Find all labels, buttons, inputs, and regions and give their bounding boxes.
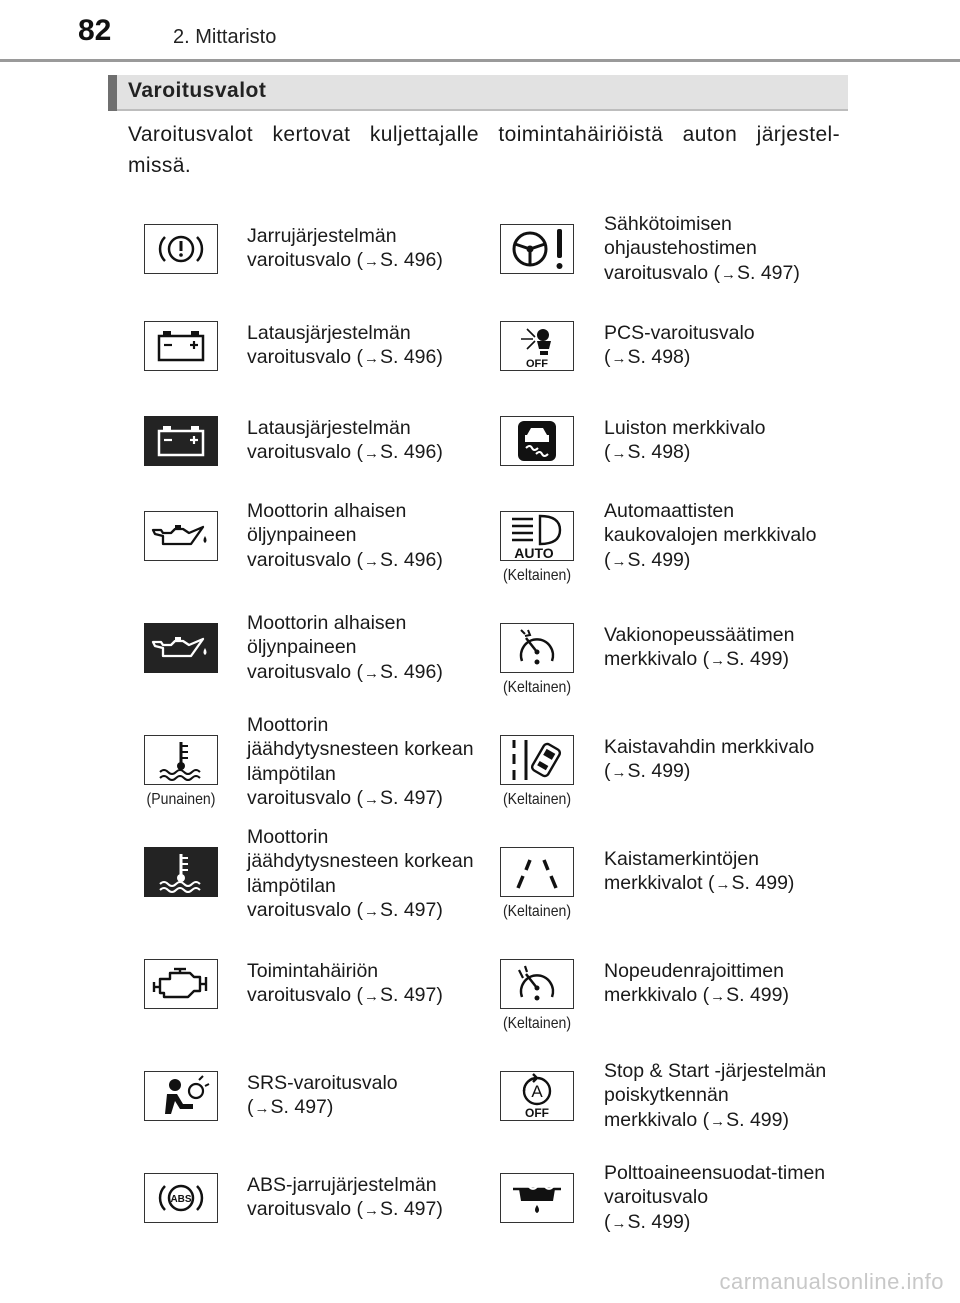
- page-reference: [604, 549, 690, 571]
- description-title: Toimintahäiriön: [247, 960, 379, 982]
- auto-high-beam-icon: [500, 511, 574, 561]
- description-title: Nopeudenrajoittimen: [604, 960, 784, 982]
- reference-page: 499: [651, 760, 684, 783]
- page-reference: [247, 249, 443, 271]
- reference-page: 496: [403, 660, 437, 683]
- reference-lead: varoitusvalo (: [247, 441, 363, 464]
- reference-suffix: ): [683, 760, 691, 783]
- engine-check-icon: [144, 959, 218, 1009]
- light-description: [247, 713, 477, 812]
- page-reference: [604, 441, 690, 463]
- reference-page: 498: [651, 441, 684, 464]
- reference-page: 499: [651, 548, 684, 571]
- reference-suffix: ): [436, 984, 443, 1007]
- reference-page: 496: [403, 346, 437, 369]
- reference-prefix: S.: [627, 760, 652, 783]
- arrow-icon: →: [710, 988, 726, 1006]
- page-reference: [247, 787, 443, 809]
- reference-suffix: ): [683, 1210, 691, 1233]
- oil-pressure-icon: [144, 511, 218, 561]
- description-title: Polttoaineensuodat-timen varoitusvalo: [604, 1162, 826, 1209]
- lane-markers-icon: [500, 847, 574, 897]
- reference-suffix: ): [436, 660, 443, 683]
- watermark: carmanualsonline.info: [719, 1269, 944, 1294]
- reference-page: 497: [403, 786, 437, 809]
- icon-text: ABS: [170, 1194, 192, 1205]
- reference-page: 497: [403, 984, 437, 1007]
- description-title: Sähkötoimisen ohjaustehostimen: [604, 213, 757, 260]
- reference-page: 499: [749, 648, 783, 671]
- light-description: [604, 499, 839, 574]
- abs-icon: [144, 1173, 218, 1223]
- reference-suffix: ): [436, 1198, 443, 1221]
- reference-prefix: S.: [379, 984, 404, 1007]
- reference-suffix: ): [683, 548, 691, 571]
- reference-page: 498: [651, 346, 684, 369]
- reference-suffix: ): [782, 1108, 789, 1131]
- reference-prefix: S.: [379, 548, 404, 571]
- arrow-icon: →: [363, 790, 379, 808]
- lane-change-icon: [500, 735, 574, 785]
- reference-lead: varoitusvalo (: [247, 786, 363, 809]
- coolant-temperature-icon: [144, 735, 218, 785]
- reference-suffix: ): [326, 1096, 334, 1119]
- reference-suffix: ): [793, 261, 800, 284]
- reference-lead: merkkivalo (: [604, 984, 710, 1007]
- reference-lead: varoitusvalo (: [247, 249, 363, 272]
- reference-suffix: ): [782, 648, 789, 671]
- pcs-off-icon: [500, 321, 574, 371]
- reference-prefix: S.: [379, 249, 404, 272]
- color-caption: (Keltainen): [502, 567, 572, 584]
- reference-lead: (: [604, 346, 611, 369]
- light-description: [247, 959, 477, 1010]
- battery-icon: [144, 416, 218, 466]
- page-number: 82: [78, 14, 112, 47]
- arrow-icon: →: [363, 664, 379, 682]
- light-description: [247, 224, 477, 275]
- arrow-icon: →: [254, 1100, 270, 1118]
- slip-indicator-icon: [500, 416, 574, 466]
- chapter-title: 2. Mittaristo: [173, 26, 277, 48]
- reference-lead: merkkivalot (: [604, 872, 715, 895]
- reference-suffix: ): [436, 548, 443, 571]
- reference-prefix: S.: [726, 984, 750, 1007]
- color-caption: (Keltainen): [502, 679, 572, 696]
- reference-suffix: ): [683, 441, 691, 464]
- light-description: [247, 611, 477, 686]
- reference-suffix: ): [436, 441, 443, 464]
- light-description: [604, 1161, 839, 1236]
- description-title: Kaistavahdin merkkivalo: [604, 736, 815, 758]
- page-reference: [247, 661, 443, 683]
- reference-prefix: S.: [379, 786, 404, 809]
- reference-page: 496: [403, 441, 437, 464]
- light-description: [604, 847, 839, 898]
- color-caption: (Punainen): [146, 791, 216, 808]
- arrow-icon: →: [611, 552, 627, 570]
- arrow-icon: →: [710, 1112, 726, 1130]
- reference-prefix: S.: [736, 261, 761, 284]
- arrow-icon: →: [611, 445, 627, 463]
- reference-prefix: S.: [731, 872, 756, 895]
- description-title: Moottorin jäähdytysnesteen korkean lämpötilan: [247, 826, 474, 897]
- power-steering-icon: [500, 224, 574, 274]
- reference-suffix: ): [436, 346, 443, 369]
- description-title: Latausjärjestelmän: [247, 322, 411, 344]
- light-description: [604, 321, 839, 372]
- light-description: [247, 499, 477, 574]
- reference-page: 497: [294, 1096, 327, 1119]
- page-reference: [604, 872, 794, 894]
- reference-prefix: S.: [379, 1198, 404, 1221]
- airbag-icon: [144, 1071, 218, 1121]
- reference-suffix: ): [787, 872, 795, 895]
- reference-prefix: S.: [627, 346, 652, 369]
- reference-prefix: S.: [379, 898, 404, 921]
- reference-suffix: ): [436, 249, 443, 272]
- reference-page: 496: [403, 548, 437, 571]
- light-description: [604, 1059, 839, 1134]
- reference-page: 499: [749, 984, 783, 1007]
- page-reference: [247, 899, 443, 921]
- oil-pressure-icon: [144, 623, 218, 673]
- page-reference: [604, 760, 690, 782]
- icon-text: AUTO: [514, 545, 554, 560]
- reference-prefix: S.: [627, 548, 652, 571]
- reference-page: 497: [403, 1198, 437, 1221]
- reference-lead: (: [604, 441, 611, 464]
- arrow-icon: →: [363, 552, 379, 570]
- reference-page: 497: [403, 898, 437, 921]
- page-reference: [604, 1109, 789, 1131]
- reference-prefix: S.: [726, 1108, 750, 1131]
- reference-lead: (: [604, 1210, 611, 1233]
- light-description: [247, 825, 477, 924]
- description-title: Jarrujärjestelmän: [247, 225, 397, 247]
- icon-text: OFF: [526, 358, 548, 369]
- page-reference: [247, 1096, 333, 1118]
- reference-lead: varoitusvalo (: [604, 261, 720, 284]
- reference-lead: (: [247, 1096, 254, 1119]
- arrow-icon: →: [363, 988, 379, 1006]
- reference-prefix: S.: [726, 648, 750, 671]
- arrow-icon: →: [720, 265, 736, 283]
- reference-page: 496: [403, 249, 437, 272]
- reference-lead: varoitusvalo (: [247, 548, 363, 571]
- arrow-icon: →: [363, 350, 379, 368]
- page-reference: [604, 346, 690, 368]
- reference-page: 499: [755, 872, 788, 895]
- arrow-icon: →: [611, 350, 627, 368]
- page-reference: [604, 984, 789, 1006]
- reference-lead: merkkivalo (: [604, 648, 710, 671]
- color-caption: (Keltainen): [502, 1015, 572, 1032]
- description-title: Vakionopeussäätimen: [604, 624, 795, 646]
- reference-lead: varoitusvalo (: [247, 1198, 363, 1221]
- page-reference: [247, 346, 443, 368]
- stop-start-off-icon: [500, 1071, 574, 1121]
- reference-prefix: S.: [379, 660, 404, 683]
- description-title: Moottorin alhaisen öljynpaineen: [247, 500, 407, 547]
- page-reference: [247, 441, 443, 463]
- arrow-icon: →: [715, 876, 731, 894]
- reference-lead: varoitusvalo (: [247, 346, 363, 369]
- description-title: Moottorin jäähdytysnesteen korkean lämpötilan: [247, 714, 474, 785]
- arrow-icon: →: [710, 652, 726, 670]
- arrow-icon: →: [363, 1202, 379, 1220]
- light-description: [604, 212, 839, 287]
- reference-lead: (: [604, 760, 611, 783]
- light-description: [604, 416, 839, 467]
- cruise-control-icon: [500, 623, 574, 673]
- page-reference: [247, 984, 443, 1006]
- reference-prefix: S.: [627, 1210, 652, 1233]
- reference-lead: (: [604, 548, 611, 571]
- battery-icon: [144, 321, 218, 371]
- arrow-icon: →: [363, 445, 379, 463]
- reference-prefix: S.: [627, 441, 652, 464]
- page-reference: [604, 1211, 690, 1233]
- light-description: [247, 416, 477, 467]
- description-title: Luiston merkkivalo: [604, 417, 766, 439]
- light-description: [604, 959, 839, 1010]
- light-description: [604, 735, 839, 786]
- color-caption: (Keltainen): [502, 791, 572, 808]
- page-reference: [604, 648, 789, 670]
- arrow-icon: →: [611, 1214, 627, 1232]
- reference-suffix: ): [683, 346, 691, 369]
- arrow-icon: →: [363, 902, 379, 920]
- icon-text: A: [531, 1082, 543, 1101]
- description-title: Latausjärjestelmän: [247, 417, 411, 439]
- reference-lead: varoitusvalo (: [247, 984, 363, 1007]
- page-reference: [247, 549, 443, 571]
- reference-prefix: S.: [270, 1096, 295, 1119]
- speed-limiter-icon: [500, 959, 574, 1009]
- reference-lead: merkkivalo (: [604, 1108, 710, 1131]
- reference-prefix: S.: [379, 346, 404, 369]
- reference-suffix: ): [782, 984, 789, 1007]
- reference-lead: varoitusvalo (: [247, 660, 363, 683]
- description-title: ABS-jarrujärjestelmän: [247, 1174, 437, 1196]
- reference-page: 497: [760, 261, 794, 284]
- coolant-temperature-icon: [144, 847, 218, 897]
- intro-paragraph: Varoitusvalot kertovat kuljettajalle toimintahäiriöistä auton järjestel-missä.: [128, 123, 840, 177]
- section-title: Varoitusvalot: [128, 79, 267, 102]
- light-description: [247, 1071, 477, 1122]
- reference-suffix: ): [436, 898, 443, 921]
- reference-lead: varoitusvalo (: [247, 898, 363, 921]
- light-description: [247, 1173, 477, 1224]
- reference-prefix: S.: [379, 441, 404, 464]
- arrow-icon: →: [363, 253, 379, 271]
- description-title: PCS-varoitusvalo: [604, 322, 755, 344]
- icon-text: OFF: [525, 1106, 549, 1119]
- description-title: Kaistamerkintöjen: [604, 848, 759, 870]
- page-reference: [604, 262, 800, 284]
- reference-page: 499: [749, 1108, 783, 1131]
- light-description: [604, 623, 839, 674]
- reference-page: 499: [651, 1210, 684, 1233]
- light-description: [247, 321, 477, 372]
- description-title: Automaattisten kaukovalojen merkkivalo: [604, 500, 817, 547]
- color-caption: (Keltainen): [502, 903, 572, 920]
- arrow-icon: →: [611, 764, 627, 782]
- description-title: SRS-varoitusvalo: [247, 1072, 398, 1094]
- fuel-filter-icon: [500, 1173, 574, 1223]
- description-title: Moottorin alhaisen öljynpaineen: [247, 612, 407, 659]
- reference-suffix: ): [436, 786, 443, 809]
- description-title: Stop & Start -järjestelmän poiskytkennän: [604, 1060, 827, 1107]
- page-reference: [247, 1198, 443, 1220]
- brake-system-icon: [144, 224, 218, 274]
